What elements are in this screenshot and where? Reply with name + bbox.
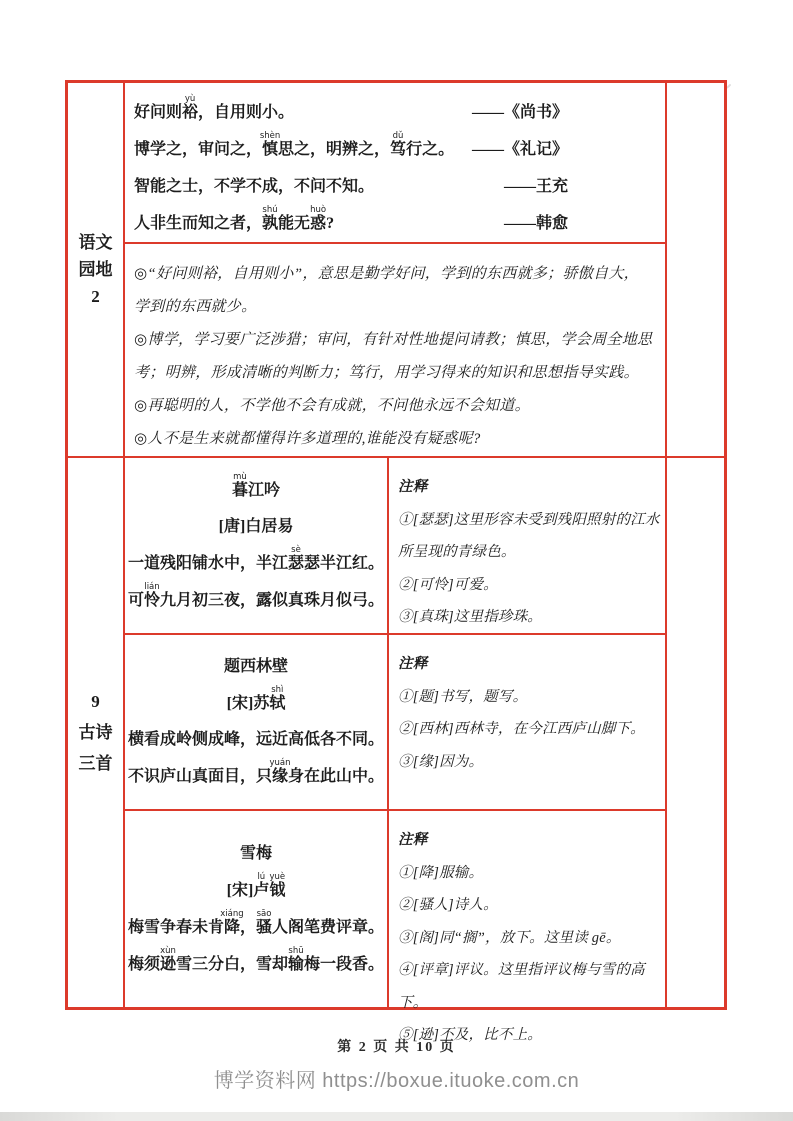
quote-line: [134, 131, 568, 168]
explanation-line: ◎再聪明的人，不学他不会有成就，不问他永远不会知道。: [134, 398, 530, 414]
note-line: ②[西林]西林寺，在今江西庐山脚下。: [398, 721, 645, 737]
poem-author: [唐]白居易: [218, 518, 294, 535]
label-line: 语文: [78, 233, 113, 252]
quote-line: [134, 205, 568, 242]
poem-line: 梅雪争春未肯降xiáng，骚sāo人阁笔费评章。: [127, 908, 385, 936]
right-margin-cell: [665, 83, 724, 456]
watermark-text: 博学资料网 https://boxue.ituoke.com.cn: [213, 1070, 580, 1092]
explanation-line: ◎人不是生来就都懂得许多道理的,谁能没有疑惑呢?: [134, 431, 481, 447]
yuwen-content: [125, 83, 665, 456]
notes-title: 注释: [398, 832, 428, 848]
label-line: 9: [91, 692, 100, 711]
label-line: 园地: [78, 260, 113, 279]
note-line: ④[评章]评议。这里指评议梅与雪的高下。: [398, 962, 645, 1011]
quote-text: 人非生而知之者，孰shú能无惑huò?: [134, 205, 335, 232]
poem-title: 题西林壁: [223, 658, 288, 675]
poem-notes-cell: [389, 811, 665, 1043]
poem-line: 梅须逊xùn雪三分白，雪却输shū梅一段香。: [127, 945, 385, 973]
explanations-cell: [125, 244, 665, 456]
explanation-line: ◎博学，学习要广泛涉猎；审问，有针对性地提问请教；慎思，学会周全地思考；明辨，形成清晰的判断力；笃行，用学习得来的知识和思想指导实践。: [134, 332, 653, 381]
poem-author: [宋]苏轼shì: [226, 685, 286, 712]
note-line: ③[真珠]这里指珍珠。: [398, 609, 542, 625]
label-line: 2: [91, 287, 100, 306]
explanation-line: ◎“好问则裕，自用则小”，意思是勤学好问，学到的东西就多；骄傲自大，学到的东西就少。: [134, 266, 639, 315]
quote-source: ——韩愈: [503, 215, 568, 232]
quote-source: ——《礼记》: [471, 141, 568, 158]
section-yuwen-yuandi: [68, 83, 724, 456]
label-line: 古诗: [78, 723, 113, 742]
right-margin-cell: [665, 458, 724, 1007]
quote-text: 好问则裕yù，自用则小。: [134, 94, 295, 121]
quote-line: [134, 168, 568, 205]
poem-title: 雪梅: [239, 844, 272, 862]
poem-row-mujiangyin: [125, 458, 665, 635]
note-line: ②[骚人]诗人。: [398, 897, 498, 913]
poem-cell: [125, 635, 389, 809]
note-line: ①[题]书写，题写。: [398, 688, 528, 705]
quote-text: 智能之士，不学不成，不问不知。: [134, 178, 375, 195]
quote-line: [134, 94, 568, 131]
notes-title: 注释: [398, 479, 428, 495]
poem-title: 暮mù江吟: [231, 472, 281, 499]
poem-line: 可怜lián九月初三夜，露似真珠月似弓。: [127, 582, 385, 609]
page-number: 第 2 页 共 10 页: [337, 1040, 456, 1055]
content-table: [65, 80, 727, 1043]
poem-line: 横看成岭侧成峰，远近高低各不同。: [127, 731, 384, 748]
poem-cell: [125, 458, 389, 633]
poems-content: [125, 458, 665, 1043]
poem-notes-cell: [389, 635, 665, 809]
note-line: ①[降]服输。: [398, 864, 484, 881]
note-line: ②[可怜]可爱。: [398, 576, 498, 593]
poem-row-xuemei: [125, 811, 665, 1043]
notes-title: 注释: [398, 656, 428, 672]
poem-cell: [125, 811, 389, 1007]
note-line: ③[阁]同“搁”，放下。这里读 gē。: [398, 929, 621, 946]
poem-line: 一道残阳铺水中，半江瑟sè瑟半江红。: [127, 545, 385, 572]
quote-source: ——王充: [503, 178, 568, 195]
poem-line: 不识庐山真面目，只缘yuán身在此山中。: [127, 758, 385, 785]
quotes-cell: [125, 83, 665, 244]
note-line: ①[瑟瑟]这里形容未受到残阳照射的江水所呈现的青绿色。: [398, 511, 660, 560]
label-line: 三首: [78, 754, 113, 773]
quote-source: ——《尚书》: [471, 104, 568, 121]
note-line: ⑤[逊]不及，比不上。: [398, 1027, 542, 1043]
section-label-gushi: [68, 458, 125, 1007]
poem-author: [宋]卢lú钺yuè: [226, 871, 286, 899]
note-line: ③[缘]因为。: [398, 753, 484, 770]
section-gushi-sanshou: [68, 456, 724, 1043]
poem-notes-cell: [389, 458, 665, 633]
section-label-yuwen: [68, 83, 125, 456]
bottom-edge: [0, 1112, 793, 1121]
quote-text: 博学之，审问之，慎shèn思之，明辨之，笃dǔ行之。: [134, 131, 455, 158]
poem-row-tixilinbi: [125, 635, 665, 811]
